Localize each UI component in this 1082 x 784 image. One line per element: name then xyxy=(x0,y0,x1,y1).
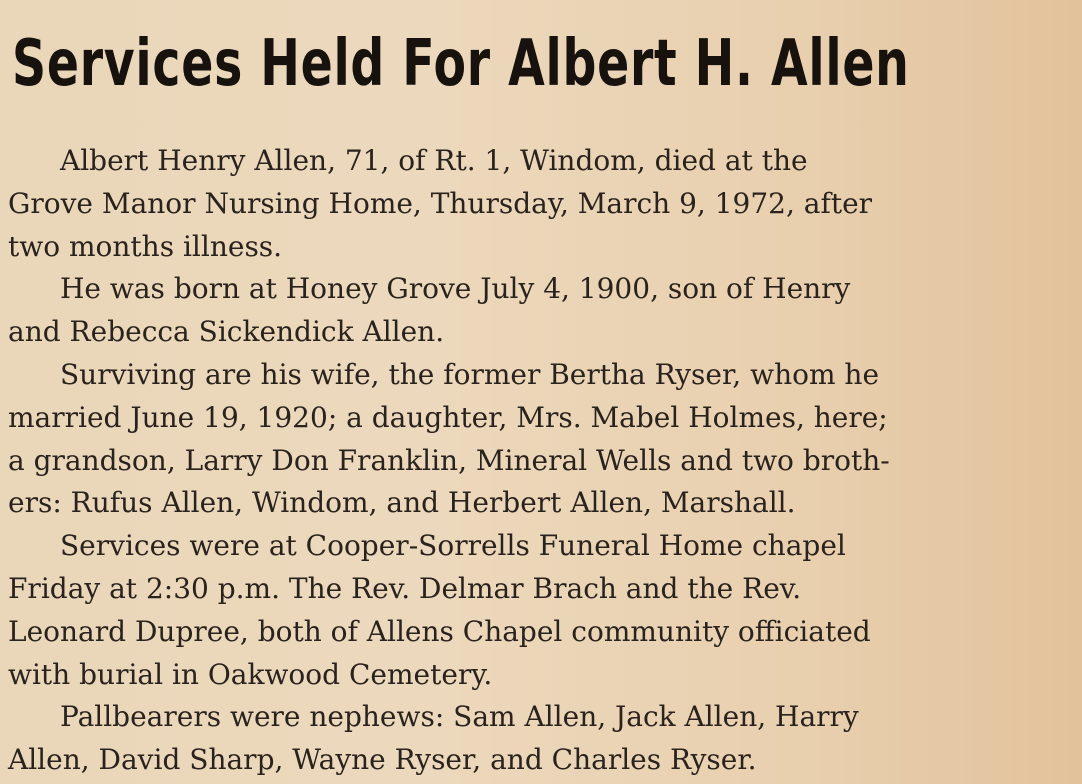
text-line: Allen, David Sharp, Wayne Ryser, and Charles Ryser. xyxy=(8,743,757,777)
text-line: Albert Henry Allen, 71, of Rt. 1, Windom, died at the xyxy=(60,144,808,177)
text-line: ers: Rufus Allen, Windom, and Herbert Allen, Marshall. xyxy=(8,486,796,520)
paragraph-survivors xyxy=(8,354,1068,525)
text-line: and Rebecca Sickendick Allen. xyxy=(8,315,445,349)
text-line: Services were at Cooper-Sorrells Funeral Home chapel xyxy=(60,529,846,563)
text-line: Surviving are his wife, the former Bertha Ryser, whom he xyxy=(60,357,880,391)
text-line: Friday at 2:30 p.m. The Rev. Delmar Brach and the Rev. xyxy=(8,571,802,605)
text-line: a grandson, Larry Don Franklin, Mineral Wells and two broth- xyxy=(8,443,890,477)
text-line: two months illness. xyxy=(8,229,283,263)
text-line: He was born at Honey Grove July 4, 1900, son of Henry xyxy=(60,272,851,306)
article-body xyxy=(8,140,1068,782)
paragraph-death-notice xyxy=(8,140,1068,268)
text-line: Leonard Dupree, both of Allens Chapel community officiated xyxy=(8,614,871,648)
text-line: with burial in Oakwood Cemetery. xyxy=(8,657,493,691)
paragraph-birth xyxy=(8,268,1068,354)
text-line: Pallbearers were nephews: Sam Allen, Jack Allen, Harry xyxy=(60,700,859,734)
headline: Services Held For Albert H. Allen xyxy=(12,27,910,101)
text-line: Grove Manor Nursing Home, Thursday, March 9, 1972, after xyxy=(8,186,873,220)
text-line: married June 19, 1920; a daughter, Mrs. Mabel Holmes, here; xyxy=(8,400,888,434)
paragraph-services xyxy=(8,525,1068,696)
paragraph-pallbearers xyxy=(8,696,1068,782)
